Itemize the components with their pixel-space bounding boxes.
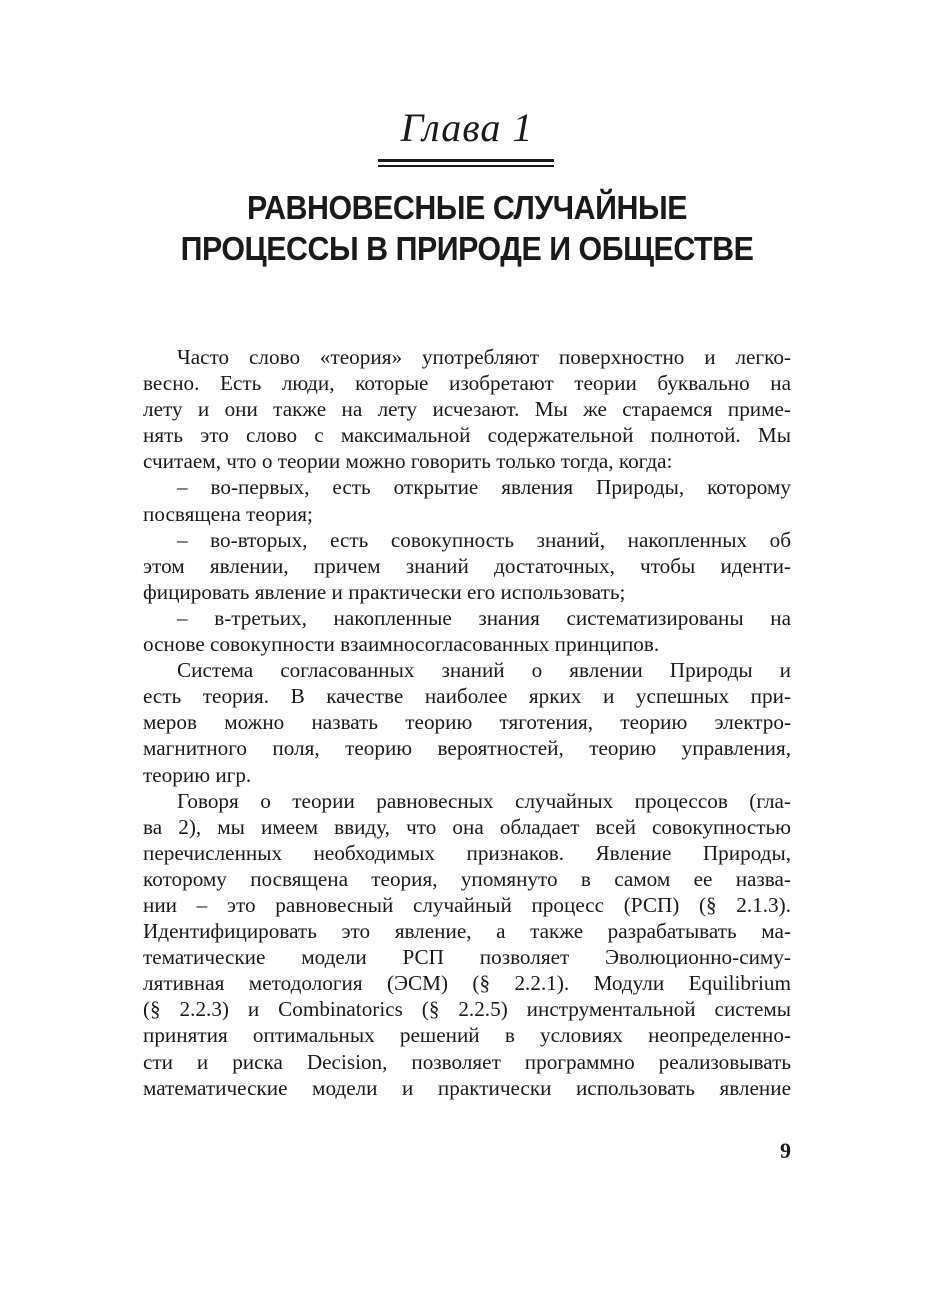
body-line: меров можно назвать теорию тяготения, теорию электро- bbox=[143, 710, 791, 735]
body-line: посвящена теория; bbox=[143, 501, 313, 526]
body-line: фицировать явление и практически его использовать; bbox=[143, 579, 626, 604]
body-line: – в-третьих, накопленные знания систематизированы на bbox=[177, 605, 791, 630]
chapter-title-line: РАВНОВЕСНЫЕ СЛУЧАЙНЫЕ bbox=[246, 189, 688, 226]
body-line: магнитного поля, теорию вероятностей, теорию управления, bbox=[143, 736, 791, 761]
body-line: Часто слово «теория» употребляют поверхностно и легко- bbox=[177, 345, 791, 369]
chapter-title-line: ПРОЦЕССЫ В ПРИРОДЕ И ОБЩЕСТВЕ bbox=[180, 230, 754, 267]
body-line: основе совокупности взаимносогласованных принципов. bbox=[143, 632, 660, 657]
body-line: (§ 2.2.3) и Combinatorics (§ 2.2.5) инструментальной системы bbox=[143, 997, 791, 1022]
body-line: весно. Есть люди, которые изобретают теории буквально на bbox=[143, 371, 791, 396]
body-line: есть теория. В качестве наиболее ярких и успешных при- bbox=[143, 684, 791, 709]
body-line: нять это слово с максимальной содержательной полнотой. Мы bbox=[143, 423, 791, 448]
body-line: считаем, что о теории можно говорить только тогда, когда: bbox=[143, 449, 673, 474]
chapter-label: Глава 1 bbox=[400, 105, 534, 150]
body-line: лету и они также на лету исчезают. Мы же стараемся приме- bbox=[143, 397, 791, 422]
body-line: Идентифицировать это явление, а также разрабатывать ма- bbox=[143, 919, 791, 944]
body-line: этом явлении, причем знаний достаточных, чтобы иденти- bbox=[143, 553, 791, 578]
chapter-rule-thick bbox=[378, 159, 554, 162]
body-line: нии – это равновесный случайный процесс (РСП) (§ 2.1.3). bbox=[143, 892, 791, 917]
body-line: лятивная методология (ЭСМ) (§ 2.2.1). Модули Equilibrium bbox=[143, 971, 791, 996]
body-line: которому посвящена теория, упомянуто в самом ее назва- bbox=[143, 866, 791, 891]
body-line: сти и риска Decision, позволяет программно реализовывать bbox=[143, 1049, 791, 1074]
body-line: ва 2), мы имеем ввиду, что она обладает всей совокупностью bbox=[143, 814, 791, 839]
body-line: Система согласованных знаний о явлении Природы и bbox=[177, 658, 791, 683]
body-line: тематические модели РСП позволяет Эволюционно-симу- bbox=[143, 945, 791, 970]
body-line: математические модели и практически использовать явление bbox=[143, 1075, 791, 1100]
body-line: теорию игр. bbox=[143, 762, 252, 787]
chapter-title bbox=[37, 187, 896, 269]
body-line: – во-вторых, есть совокупность знаний, накопленных об bbox=[177, 527, 791, 552]
chapter-rule-thin bbox=[378, 165, 554, 167]
body-line: перечисленных необходимых признаков. Явление Природы, bbox=[143, 840, 791, 865]
body-line: – во-первых, есть открытие явления Природы, которому bbox=[177, 475, 791, 500]
body-line: Говоря о теории равновесных случайных процессов (гла- bbox=[177, 788, 791, 813]
body-line: принятия оптимальных решений в условиях неопределенно- bbox=[143, 1023, 791, 1048]
body-text bbox=[143, 344, 791, 1101]
page-number: 9 bbox=[780, 1138, 791, 1163]
